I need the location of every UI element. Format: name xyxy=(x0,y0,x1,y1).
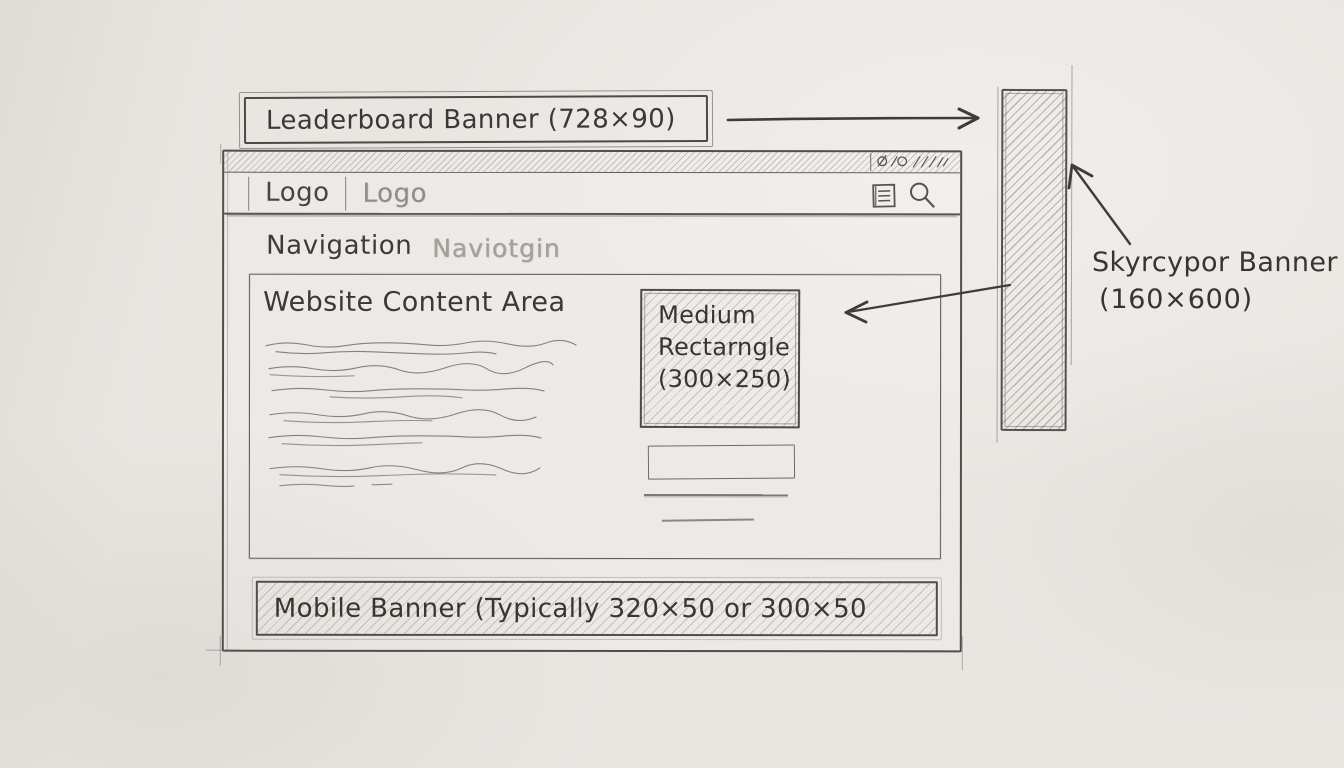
content-area-title: Website Content Area xyxy=(263,286,566,318)
leaderboard-banner-label: Leaderboard Banner (728×90) xyxy=(265,103,676,136)
header-icons xyxy=(869,180,938,211)
placeholder-rule xyxy=(644,494,788,496)
site-header xyxy=(224,174,960,216)
navigation-ghost-label: Naviotgin xyxy=(432,233,561,263)
medium-rectangle-frame xyxy=(644,293,796,425)
medium-rectangle-banner xyxy=(640,289,800,429)
construction-line xyxy=(962,636,963,670)
search-icon xyxy=(907,180,938,211)
skyscraper-banner-frame xyxy=(1005,93,1064,427)
navigation-label: Navigation xyxy=(266,230,413,261)
arrow-leaderboard-to-skyscraper xyxy=(716,102,1000,138)
arrow-skyscraper-to-medium-rectangle xyxy=(830,272,1016,328)
construction-line xyxy=(220,144,221,164)
window-controls-scribble xyxy=(870,153,958,171)
placeholder-box xyxy=(648,445,795,480)
menu-icon xyxy=(869,181,897,210)
window-title-bar xyxy=(224,152,960,174)
skyscraper-label-size: (160×600) xyxy=(1099,284,1253,315)
logo-ghost: Logo xyxy=(362,178,427,209)
medium-rectangle-label-line1: Medium xyxy=(658,300,757,330)
placeholder-text-squiggles xyxy=(260,339,618,489)
skyscraper-banner xyxy=(1001,89,1068,431)
skyscraper-label-name: Skyrcypor Banner xyxy=(1092,247,1338,278)
medium-rectangle-label-line3: (300×250) xyxy=(657,364,792,394)
logo: Logo xyxy=(248,176,346,210)
mobile-banner xyxy=(256,581,938,637)
window-controls-icon xyxy=(871,153,957,170)
construction-line xyxy=(997,87,999,443)
navigation-bar xyxy=(224,215,960,276)
leaderboard-banner-frame xyxy=(244,95,708,144)
skyscraper-label xyxy=(1092,247,1344,315)
leaderboard-banner xyxy=(239,90,713,149)
mobile-banner-label: Mobile Banner (Typically 320×50 or 300×50 xyxy=(273,593,868,624)
placeholder-rule xyxy=(662,518,754,521)
browser-window xyxy=(222,150,962,653)
construction-line xyxy=(220,636,221,666)
medium-rectangle-label-line2: Rectarngle xyxy=(658,332,791,362)
arrow-label-to-skyscraper xyxy=(1054,152,1140,250)
